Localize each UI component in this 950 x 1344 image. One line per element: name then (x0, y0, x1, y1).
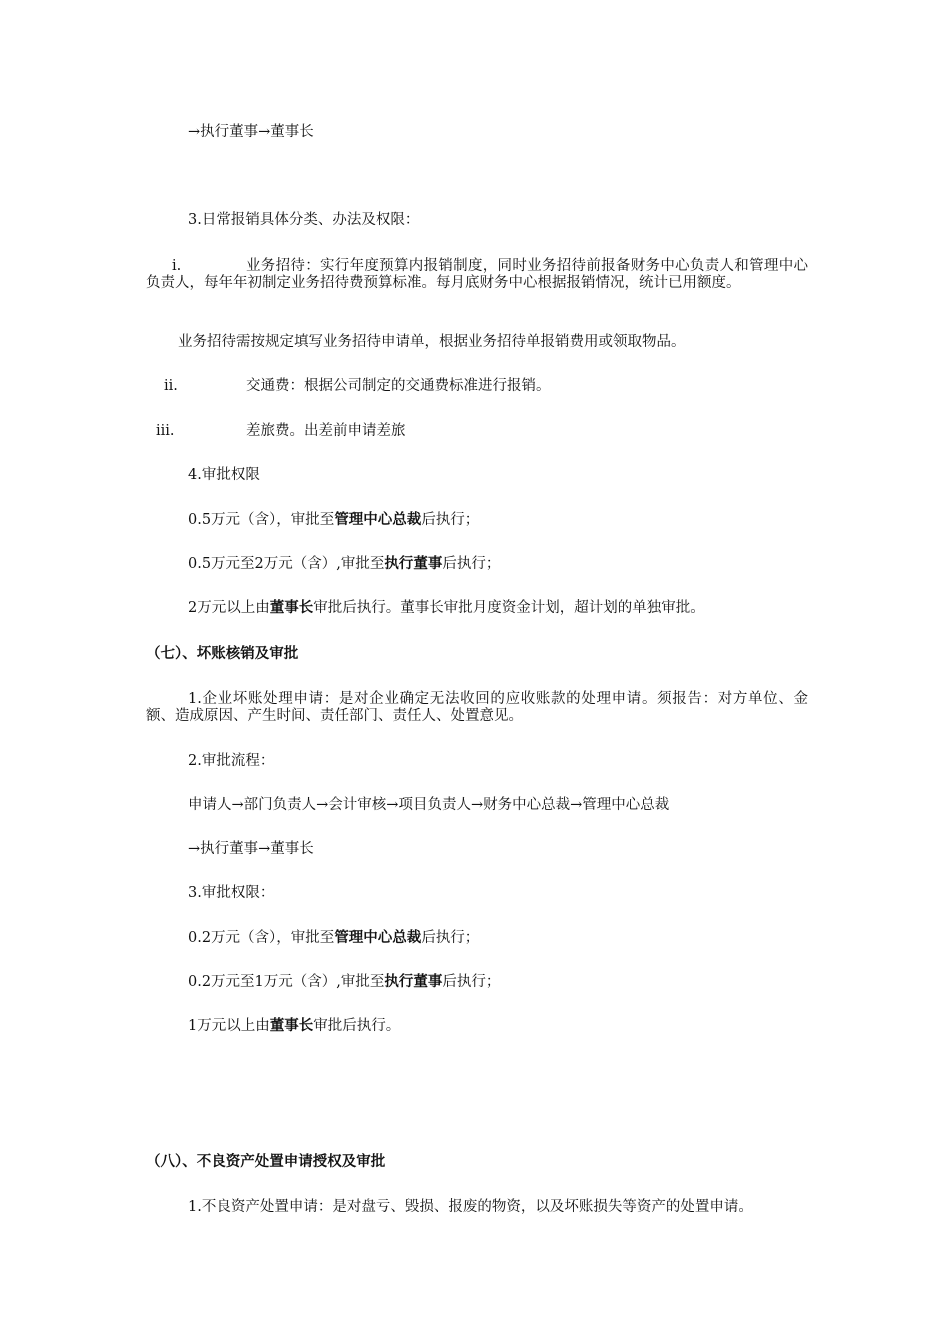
approval-limit-suffix: 审批后执行。董事长审批月度资金计划，超计划的单独审批。 (313, 600, 705, 616)
approval-flow-line-2: →执行董事→董事长 (188, 841, 314, 857)
section-7-paragraph-1: 1.企业坏账处理申请：是对企业确定无法收回的应收账款的处理申请。须报告：对方单位、金额、造成原因、产生时间、责任部门、责任人、处置意见。 (146, 691, 808, 724)
approval-limit-row (188, 599, 705, 617)
approval-limit-suffix: 后执行； (442, 974, 501, 990)
item-ii-marker: ii. (164, 378, 178, 394)
approver-name: 管理中心总裁 (334, 929, 422, 946)
section-3-title: 3.日常报销具体分类、办法及权限： (188, 212, 420, 228)
approval-limit-amount: 1万元以上由 (188, 1018, 270, 1034)
section-7-heading: （七）、坏账核销及审批 (146, 645, 299, 662)
approval-limit-amount: 0.2万元至1万元（含）,审批至 (188, 974, 385, 990)
item-iii-text: 差旅费。出差前申请差旅 (246, 423, 406, 439)
section-8-heading: （八）、不良资产处置申请授权及审批 (146, 1153, 386, 1170)
item-i-text: 业务招待：实行年度预算内报销制度，同时业务招待前报备财务中心负责人和管理中心负责人，每年年初制定业务招待费预算标准。每月底财务中心根据报销情况，统计已用额度。 (146, 258, 808, 291)
item-iii-marker: iii. (156, 423, 175, 439)
item-i-note: 业务招待需按规定填写业务招待申请单，根据业务招待单报销费用或领取物品。 (178, 334, 686, 350)
approval-limit-row (188, 1017, 400, 1035)
section-4-title: 4.审批权限 (188, 467, 260, 483)
section-8-paragraph-1: 1.不良资产处置申请：是对盘亏、毁损、报废的物资，以及坏账损失等资产的处置申请。 (188, 1199, 753, 1215)
approval-limit-row (188, 929, 479, 947)
approver-name: 董事长 (269, 1017, 314, 1034)
approver-name: 执行董事 (384, 555, 443, 572)
approval-limit-suffix: 审批后执行。 (313, 1018, 401, 1034)
approval-limit-row (188, 555, 500, 573)
flow-tail-line: →执行董事→董事长 (188, 124, 314, 140)
item-i-marker: i. (172, 258, 182, 274)
approval-limit-row (188, 973, 500, 991)
approval-limit-amount: 0.2万元（含），审批至 (188, 930, 335, 946)
approval-flow-line-1: 申请人→部门负责人→会计审核→项目负责人→财务中心总裁→管理中心总裁 (188, 797, 670, 813)
approval-limit-amount: 0.5万元（含），审批至 (188, 512, 335, 528)
approval-limit-suffix: 后执行； (421, 930, 480, 946)
section-7-paragraph-3: 3.审批权限： (188, 885, 275, 901)
approval-limit-amount: 0.5万元至2万元（含）,审批至 (188, 556, 385, 572)
section-7-paragraph-2: 2.审批流程： (188, 753, 275, 769)
approval-limit-suffix: 后执行； (421, 512, 480, 528)
approval-limit-suffix: 后执行； (442, 556, 501, 572)
approval-limit-row (188, 511, 479, 529)
item-ii-text: 交通费：根据公司制定的交通费标准进行报销。 (246, 378, 551, 394)
approver-name: 执行董事 (384, 973, 443, 990)
approver-name: 董事长 (269, 599, 314, 616)
approver-name: 管理中心总裁 (334, 511, 422, 528)
approval-limit-amount: 2万元以上由 (188, 600, 270, 616)
